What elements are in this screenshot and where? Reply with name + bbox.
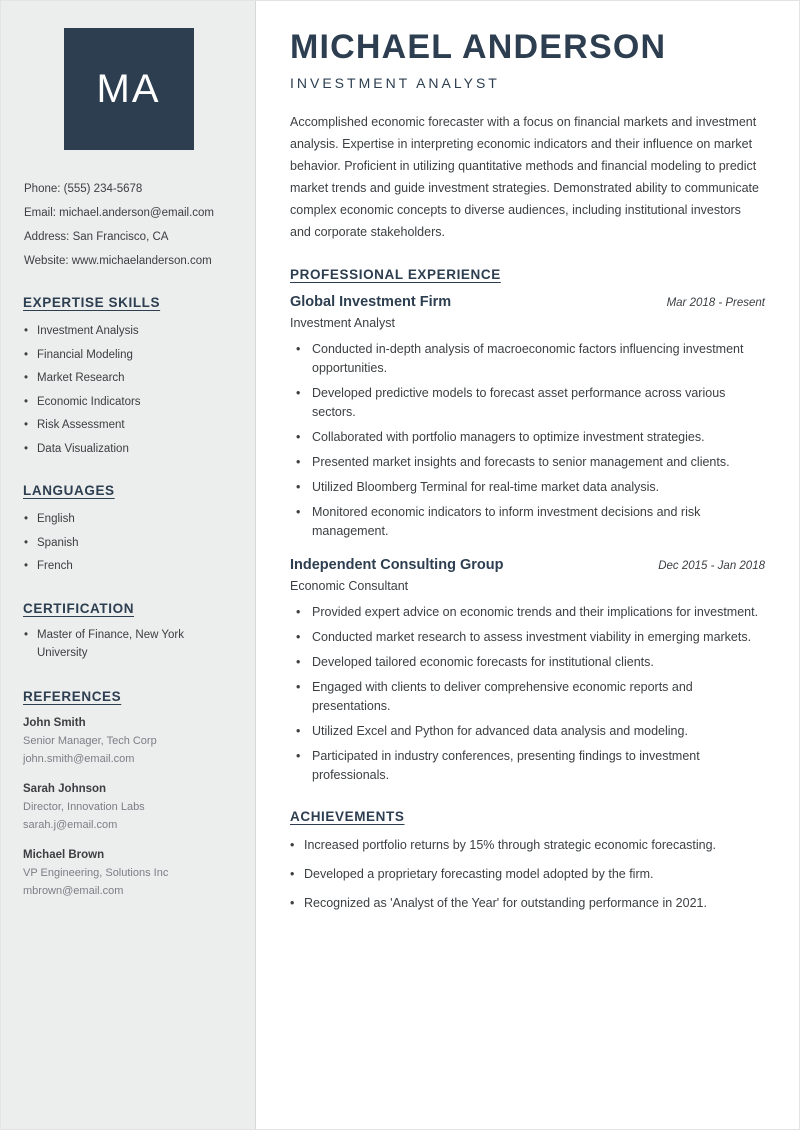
reference-role: Senior Manager, Tech Corp: [23, 734, 157, 747]
job-bullet-list: [290, 603, 765, 785]
list-item: • Investment Analysis: [23, 320, 234, 344]
avatar-monogram: MA: [64, 28, 194, 150]
job-role: Investment Analyst: [290, 316, 395, 330]
list-item: • Financial Modeling: [23, 344, 234, 368]
job-header: [290, 294, 765, 310]
reference-role: VP Engineering, Solutions Inc: [23, 866, 169, 879]
languages-list: [23, 508, 234, 579]
job-company: Global Investment Firm: [290, 294, 452, 310]
contact-block: [23, 177, 234, 273]
job-dates: Mar 2018 - Present: [666, 297, 765, 309]
reference-role: Director, Innovation Labs: [23, 800, 145, 813]
reference-item: [23, 780, 234, 834]
list-item: • Risk Assessment: [23, 414, 234, 438]
list-item: • Utilized Excel and Python for advanced data analysis and modeling.: [290, 722, 765, 741]
list-item: • Participated in industry conferences, presenting findings to investment professionals.: [290, 747, 765, 785]
list-item: • Spanish: [23, 532, 234, 556]
languages-heading: LANGUAGES: [23, 483, 115, 498]
main-content: [256, 1, 799, 1129]
experience-entry: [290, 557, 765, 785]
skills-list: [23, 320, 234, 461]
contact-website: Website: www.michaelanderson.com: [24, 255, 212, 267]
list-item: • Master of Finance, New York University: [23, 626, 234, 667]
list-item: • Developed a proprietary forecasting model adopted by the firm.: [290, 865, 765, 884]
certification-section: [23, 601, 234, 667]
reference-email: mbrown@email.com: [23, 884, 124, 897]
certification-heading: CERTIFICATION: [23, 600, 135, 616]
job-dates: Dec 2015 - Jan 2018: [658, 560, 765, 572]
certification-list: [23, 626, 234, 667]
list-item: • Provided expert advice on economic trends and their implications for investment.: [290, 603, 765, 622]
list-item: • Conducted in-depth analysis of macroeconomic factors influencing investment opportunities.: [290, 340, 765, 378]
list-item: • Economic Indicators: [23, 391, 234, 415]
job-title-subheading: INVESTMENT ANALYST: [290, 75, 500, 91]
list-item: • Increased portfolio returns by 15% through strategic economic forecasting.: [290, 836, 765, 855]
reference-name: Michael Brown: [23, 848, 105, 861]
list-item: • Developed tailored economic forecasts for institutional clients.: [290, 653, 765, 672]
contact-email: Email: michael.anderson@email.com: [24, 207, 214, 219]
sidebar: [1, 1, 256, 1129]
page-title: MICHAEL ANDERSON: [290, 28, 667, 66]
skills-heading: EXPERTISE SKILLS: [23, 295, 161, 310]
job-role: Economic Consultant: [290, 579, 409, 593]
reference-email: john.smith@email.com: [23, 752, 135, 765]
list-item: • Engaged with clients to deliver comprehensive economic reports and presentations.: [290, 678, 765, 716]
reference-item: [23, 714, 234, 768]
list-item: • Recognized as 'Analyst of the Year' for outstanding performance in 2021.: [290, 894, 765, 913]
list-item: • Utilized Bloomberg Terminal for real-time market data analysis.: [290, 478, 765, 497]
experience-entry: [290, 294, 765, 541]
job-company: Independent Consulting Group: [290, 557, 504, 573]
list-item: • Collaborated with portfolio managers to optimize investment strategies.: [290, 428, 765, 447]
list-item: • English: [23, 508, 234, 532]
profile-summary: Accomplished economic forecaster with a focus on financial markets and investment analysis. Expertise in interpreting economic indicators and their influence on market behavior. Proficient in utilizing quantitative methods and financial modeling to predict market trends and guide investment strategies. Demonstrated ability to communicate complex economic concepts to diverse audiences, including institutional investors and corporate stakeholders.: [290, 115, 759, 239]
list-item: • Presented market insights and forecasts to senior management and clients.: [290, 453, 765, 472]
achievements-list: [290, 836, 765, 913]
skills-section: [23, 295, 234, 461]
list-item: • Conducted market research to assess investment viability in emerging markets.: [290, 628, 765, 647]
achievements-heading: ACHIEVEMENTS: [290, 809, 405, 824]
contact-address: Address: San Francisco, CA: [24, 231, 169, 243]
reference-name: Sarah Johnson: [23, 782, 107, 795]
references-heading: REFERENCES: [23, 688, 122, 704]
list-item: • Monitored economic indicators to inform investment decisions and risk management.: [290, 503, 765, 541]
list-item: • French: [23, 555, 234, 579]
experience-heading: PROFESSIONAL EXPERIENCE: [290, 267, 501, 282]
contact-phone: Phone: (555) 234-5678: [24, 183, 143, 195]
references-section: [23, 689, 234, 900]
reference-email: sarah.j@email.com: [23, 818, 118, 831]
list-item: • Developed predictive models to forecast asset performance across various sectors.: [290, 384, 765, 422]
languages-section: [23, 483, 234, 579]
list-item: • Data Visualization: [23, 438, 234, 462]
job-bullet-list: [290, 340, 765, 541]
reference-item: [23, 846, 234, 900]
reference-name: John Smith: [23, 716, 86, 729]
job-header: [290, 557, 765, 573]
avatar-wrap: [23, 1, 234, 150]
list-item: • Market Research: [23, 367, 234, 391]
